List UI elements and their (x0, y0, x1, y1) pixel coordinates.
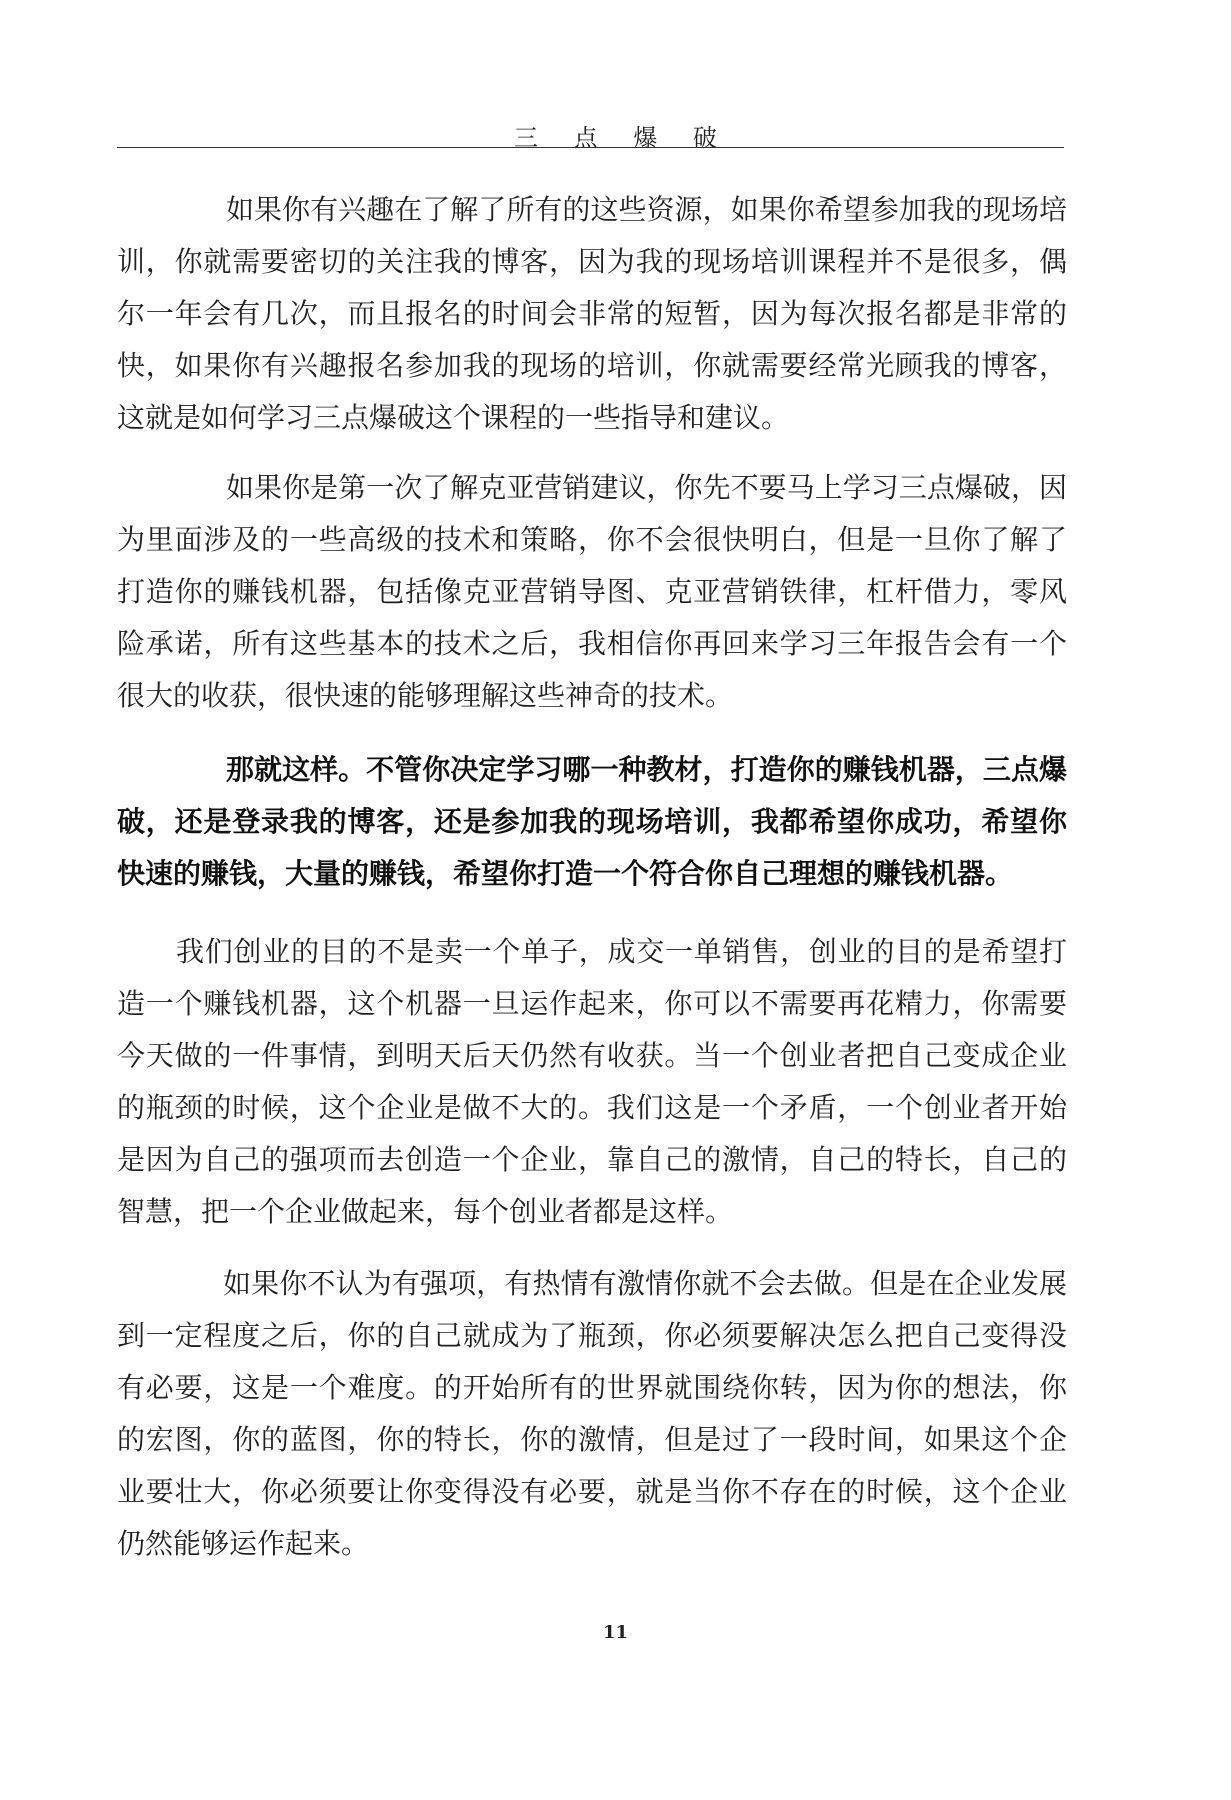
running-header-title: 三 点 爆 破 (514, 124, 731, 152)
paragraph-2: 如果你是第一次了解克亚营销建议，你先不要马上学习三点爆破，因为里面涉及的一些高级的技术和策略，你不会很快明白，但是一旦你了解了打造你的赚钱机器，包括像克亚营销导图、克亚营销铁律，杠杆借力，零风险承诺，所有这些基本的技术之后，我相信你再回来学习三年报告会有一个很大的收获，很快速的能够理解这些神奇的技术。 (117, 471, 1067, 712)
paragraph-3-emphasis: 那就这样。不管你决定学习哪一种教材，打造你的赚钱机器，三点爆破，还是登录我的博客，还是参加我的现场培训，我都希望你成功，希望你快速的赚钱，大量的赚钱，希望你打造一个符合你自己理想的赚钱机器。 (117, 753, 1067, 890)
body-text (117, 184, 1067, 1570)
paragraph-1: 如果你有兴趣在了解了所有的这些资源，如果你希望参加我的现场培训，你就需要密切的关注我的博客，因为我的现场培训课程并不是很多，偶尔一年会有几次，而且报名的时间会非常的短暂，因为每次报名都是非常的快，如果你有兴趣报名参加我的现场的培训，你就需要经常光顾我的博客，这就是如何学习三点爆破这个课程的一些指导和建议。 (117, 193, 1067, 434)
header-divider (117, 147, 1064, 148)
page-number: 11 (602, 1622, 629, 1643)
paragraph-4: 我们创业的目的不是卖一个单子，成交一单销售，创业的目的是希望打造一个赚钱机器，这个机器一旦运作起来，你可以不需要再花精力，你需要今天做的一件事情，到明天后天仍然有收获。当一个创业者把自己变成企业的瓶颈的时候，这个企业是做不大的。我们这是一个矛盾，一个创业者开始是因为自己的强项而去创造一个企业，靠自己的激情，自己的特长，自己的智慧，把一个企业做起来，每个创业者都是这样。 (117, 935, 1067, 1228)
paragraph-5: 如果你不认为有强项，有热情有激情你就不会去做。但是在企业发展到一定程度之后，你的自己就成为了瓶颈，你必须要解决怎么把自己变得没有必要，这是一个难度。的开始所有的世界就围绕你转，因为你的想法，你的宏图，你的蓝图，你的特长，你的激情，但是过了一段时间，如果这个企业要壮大，你必须要让你变得没有必要，就是当你不存在的时候，这个企业仍然能够运作起来。 (117, 1267, 1067, 1560)
